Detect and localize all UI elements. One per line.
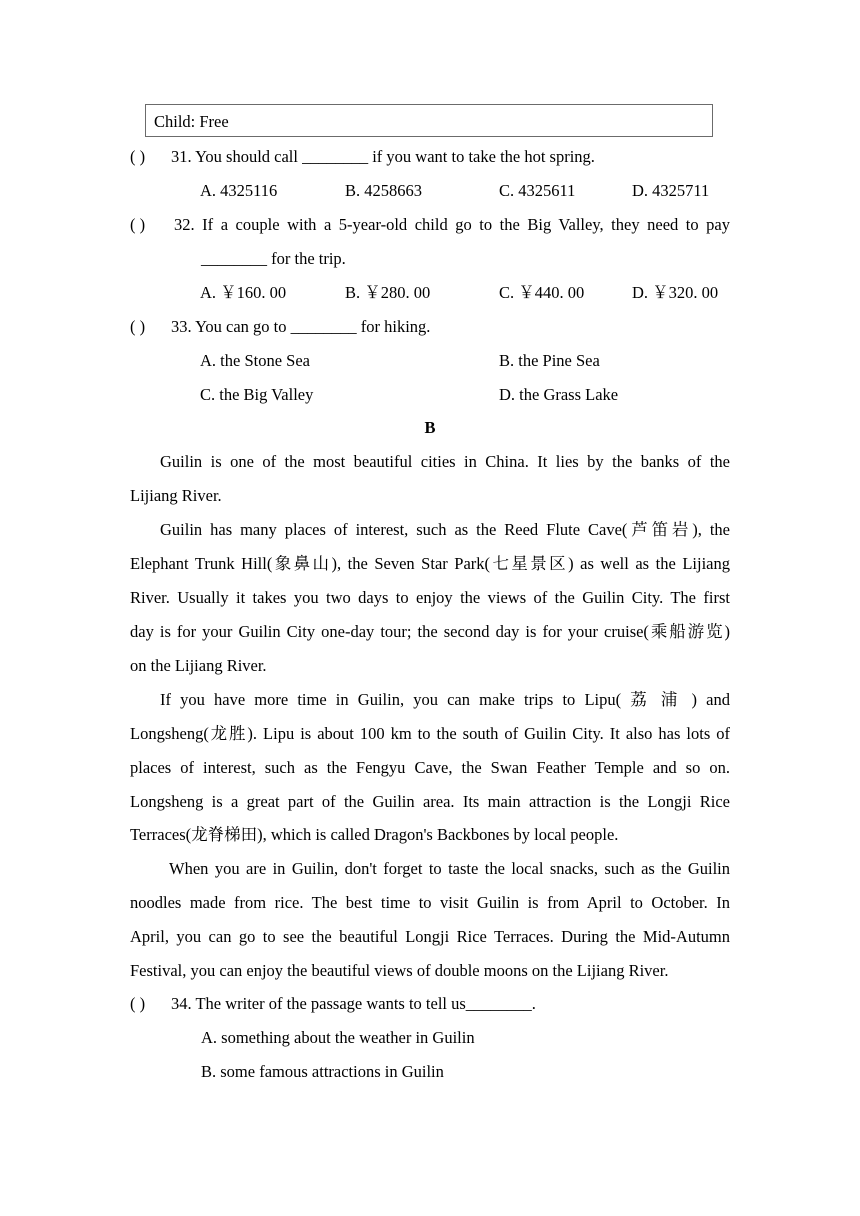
passage-line: River. Usually it takes you two days to enjoy the views of the Guilin City. The first	[130, 588, 730, 607]
passage-line: on the Lijiang River.	[130, 656, 267, 675]
question-stem: 33. You can go to ________ for hiking.	[171, 317, 431, 336]
question-stem: 31. You should call ________ if you want to take the hot spring.	[171, 147, 595, 166]
passage-line: Elephant Trunk Hill(象鼻山), the Seven Star Park(七星景区) as well as the Lijiang	[130, 554, 730, 573]
passage-line: Longsheng is a great part of the Guilin area. Its main attraction is the Longji Rice	[130, 792, 730, 811]
option-b[interactable]: B. some famous attractions in Guilin	[201, 1062, 444, 1081]
passage-line: noodles made from rice. The best time to visit Guilin is from April to October. In	[130, 893, 730, 912]
passage-line: If you have more time in Guilin, you can make trips to Lipu( 荔 浦 ) and	[160, 690, 730, 709]
passage-line: Festival, you can enjoy the beautiful views of double moons on the Lijiang River.	[130, 961, 669, 980]
question-33-options-row1	[130, 344, 730, 378]
option-a[interactable]: A. 4325116	[200, 181, 278, 200]
option-b[interactable]: B. ￥280. 00	[345, 283, 431, 302]
passage-line: Longsheng(龙胜). Lipu is about 100 km to the south of Guilin City. It also has lots of	[130, 724, 730, 743]
option-a[interactable]: A. ￥160. 00	[200, 283, 287, 302]
question-34-option-a-row	[130, 1021, 730, 1055]
option-a[interactable]: A. the Stone Sea	[200, 351, 310, 370]
option-a[interactable]: A. something about the weather in Guilin	[201, 1028, 475, 1047]
answer-blank[interactable]: ( )	[130, 147, 146, 166]
passage-line: places of interest, such as the Fengyu Cave, the Swan Feather Temple and so on.	[130, 758, 730, 777]
question-32-options	[130, 276, 730, 310]
question-33-options-row2	[130, 378, 730, 412]
passage-line: April, you can go to see the beautiful Longji Rice Terraces. During the Mid-Autumn	[130, 927, 730, 946]
question-stem: 32. If a couple with a 5-year-old child go to the Big Valley, they need to pay	[174, 215, 730, 234]
answer-blank[interactable]: ( )	[130, 215, 146, 234]
question-32	[130, 208, 730, 242]
option-b[interactable]: B. the Pine Sea	[499, 351, 600, 370]
option-d[interactable]: D. ￥320. 00	[632, 283, 719, 302]
passage-line: When you are in Guilin, don't forget to taste the local snacks, such as the Guilin	[169, 859, 730, 878]
question-stem: 34. The writer of the passage wants to tell us________.	[171, 994, 536, 1013]
option-c[interactable]: C. ￥440. 00	[499, 283, 585, 302]
question-33	[130, 310, 730, 344]
question-32-stem-cont	[130, 242, 730, 276]
option-c[interactable]: C. 4325611	[499, 181, 576, 200]
option-d[interactable]: D. 4325711	[632, 181, 710, 200]
passage-line: Lijiang River.	[130, 486, 222, 505]
passage-line: Guilin has many places of interest, such as the Reed Flute Cave(芦笛岩), the	[160, 520, 730, 539]
option-c[interactable]: C. the Big Valley	[200, 385, 314, 404]
answer-blank[interactable]: ( )	[130, 317, 146, 336]
question-31-options	[130, 174, 730, 208]
price-table-last-row	[145, 104, 713, 137]
option-b[interactable]: B. 4258663	[345, 181, 423, 200]
section-heading: B	[424, 418, 436, 437]
passage-line: Terraces(龙脊梯田), which is called Dragon's Backbones by local people.	[130, 825, 619, 844]
answer-blank[interactable]: ( )	[130, 994, 146, 1013]
question-34	[130, 987, 730, 1021]
option-d[interactable]: D. the Grass Lake	[499, 385, 619, 404]
question-31	[130, 140, 730, 174]
passage-line: Guilin is one of the most beautiful cities in China. It lies by the banks of the	[160, 452, 730, 471]
question-stem-line-2: ________ for the trip.	[201, 249, 346, 268]
table-cell: Child: Free	[154, 112, 229, 131]
passage-line: day is for your Guilin City one-day tour; the second day is for your cruise(乘船游览)	[130, 622, 730, 641]
question-34-option-b-row	[130, 1055, 730, 1089]
